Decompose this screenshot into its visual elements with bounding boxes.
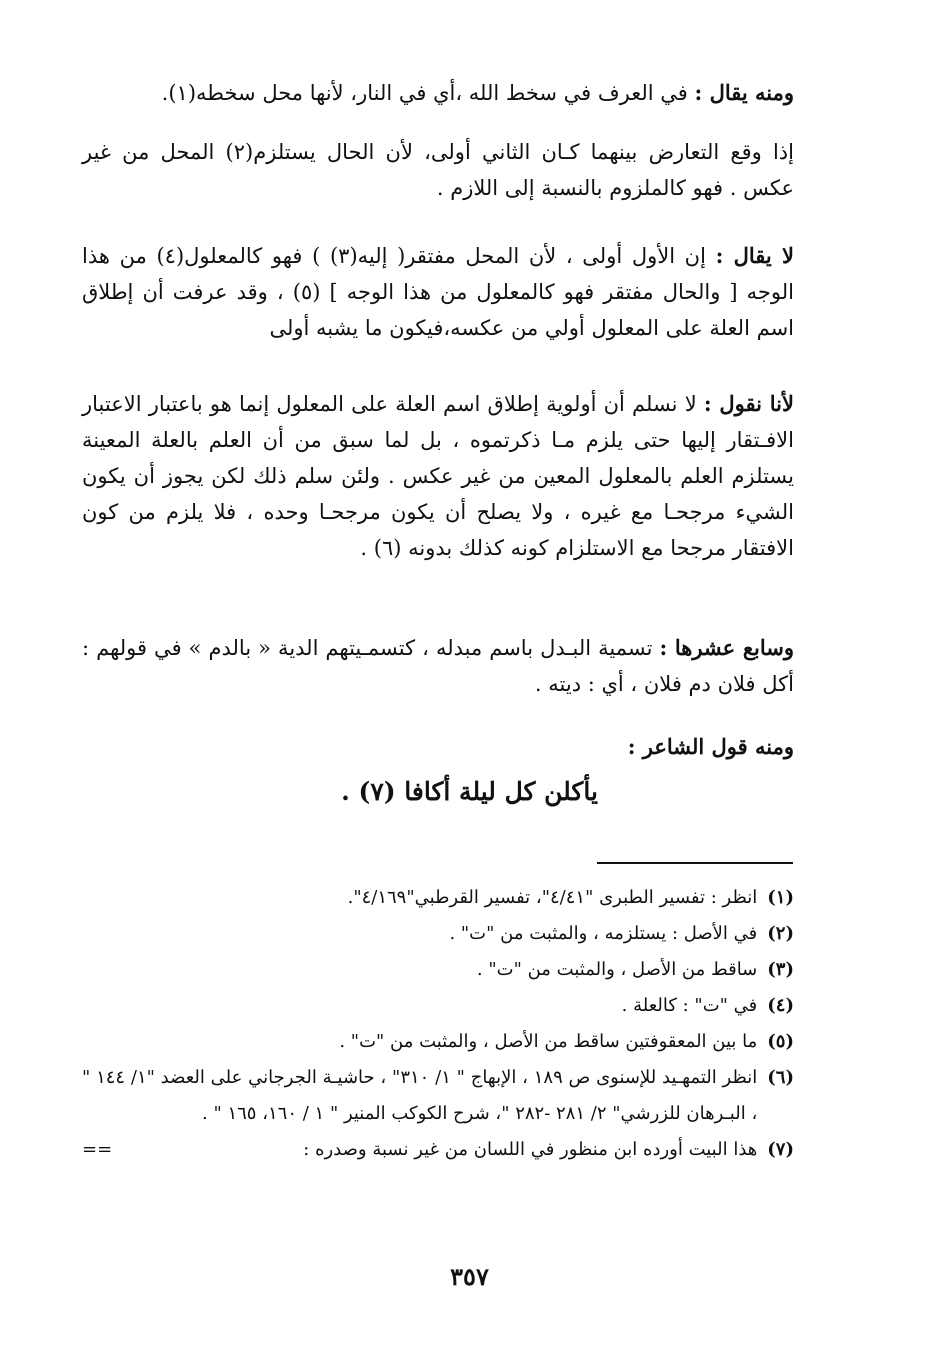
paragraph-4 [82,386,794,566]
footnote-number: (٦) [767,1067,794,1088]
paragraph-3 [82,238,794,346]
footnote-item [82,1060,794,1132]
paragraph-5 [82,630,794,702]
footnote-number: (١) [767,887,794,908]
paragraph-lead: لا يقال : [715,243,795,268]
poem-verse: يأكلن كل ليلة أكافا (٧) . [341,777,598,806]
footnote-item [82,916,794,952]
paragraph-lead: وسابع عشرها : [659,635,794,660]
footnote-divider [597,862,793,864]
footnote-text: انظر التمهـيد للإسنوى ص ١٨٩ ، الإبهاج " ١/ ٣١٠" ، حاشيـة الجرجاني على العضد "١/ ١٤٤ " ، البـرهان للزرشي" ٢/ ٢٨١ -٢٨٢ "، شرح الكوكب المنير " ١ / ١٦٠، ١٦٥ " . [82,1067,758,1124]
footnote-number: (٣) [767,959,794,980]
footnote-item [82,988,794,1024]
footnote-continuation-mark: == [82,1139,113,1160]
footnote-body: هذا البيت أورده ابن منظور في اللسان من غير نسبة وصدره : [303,1139,758,1160]
footnote-item [82,880,794,916]
footnote-item [82,1024,794,1060]
paragraph-6 [82,729,794,765]
paragraph-text: تسمية البـدل باسم مبدله ، كتسمـيتهم الدية « بالدم » في قولهم : أكل فلان دم فلان ، أي : ديته . [82,636,794,696]
footnote-text: في الأصل : يستلزمه ، والمثبت من "ت" . [449,923,758,944]
footnote-text: ما بين المعقوفتين ساقط من الأصل ، والمثبت من "ت" . [339,1031,758,1052]
paragraph-text: في العرف في سخط الله ،أي في النار، لأنها محل سخطه(١). [161,81,695,105]
footnote-number: (٥) [767,1031,794,1052]
page-number: ٣٥٧ [450,1262,489,1291]
footnote-text [82,1132,757,1168]
paragraph-2 [82,134,794,206]
paragraph-text: إذا وقع التعارض بينهما كـان الثاني أولى، لأن الحال يستلزم(٢) المحل من غير عكس . فهو كالملزوم بالنسبة إلى اللازم . [82,140,794,200]
footnote-text: انظر : تفسير الطبرى "٤/٤١"، تفسير القرطبي"٤/١٦٩". [347,887,758,908]
paragraph-text: لا نسلم أن أولوية إطلاق اسم العلة على المعلول إنما هو باعتبار الاعتبار الافـتقار إليها حتى يلزم مـا ذكرتموه ، بل لما سبق من أن العلم بالعلة المعينة يستلزم العلم بالمعلول المعين من غير عكس . ولئن سلم ذلك لكن يجوز أن يكون الشيء مرجحـا مع غيره ، ولا يصلح أن يكون مرجحـا وحده ، فلا يلزم من كون الافتقار مرجحا مع الاستلزام كونه كذلك بدونه (٦) . [82,392,794,560]
paragraph-lead: لأنا نقول : [703,391,794,416]
paragraph-text: ومنه قول الشاعر : [627,734,794,759]
footnote-text: في "ت" : كالعلة . [621,995,758,1016]
paragraph-1 [82,75,794,111]
footnote-item [82,1132,794,1168]
footnotes [82,880,794,1168]
paragraph-text: إن الأول أولى ، لأن المحل مفتقر( إليه(٣) ) فهو كالمعلول(٤) من هذا الوجه [ والحال مفتقر فهو كالمعلول من هذا الوجه ] (٥) ، وقد عرفت أن إطلاق اسم العلة على المعلول أولي من عكسه،فيكون ما يشبه أولى [82,244,794,340]
footnote-number: (٤) [767,995,794,1016]
footnote-number: (٢) [767,923,794,944]
footnote-text: ساقط من الأصل ، والمثبت من "ت" . [476,959,758,980]
paragraph-lead: ومنه يقال : [694,80,794,105]
footnote-item [82,952,794,988]
footnote-number: (٧) [767,1139,794,1160]
